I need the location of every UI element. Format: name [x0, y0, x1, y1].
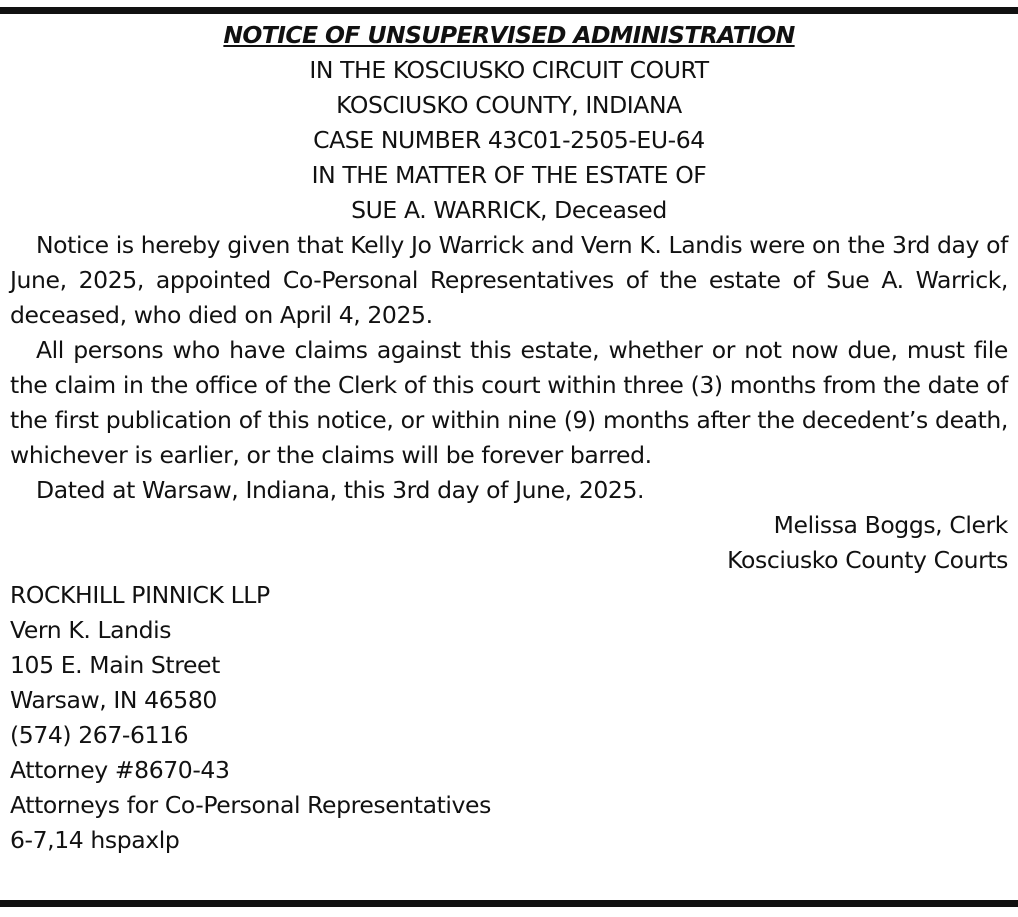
top-rule: [0, 7, 1018, 14]
attorney-firm: ROCKHILL PINNICK LLP: [10, 581, 270, 609]
attorney-name: Vern K. Landis: [10, 616, 172, 644]
court-name: IN THE KOSCIUSKO CIRCUIT COURT: [309, 56, 709, 84]
case-number: CASE NUMBER 43C01-2505-EU-64: [313, 126, 705, 154]
attorney-phone: (574) 267-6116: [10, 721, 189, 749]
clerk-office: Kosciusko County Courts: [727, 546, 1008, 574]
notice-content: [10, 18, 1008, 858]
notice-title: NOTICE OF UNSUPERVISED ADMINISTRATION: [223, 21, 795, 49]
county-name: KOSCIUSKO COUNTY, INDIANA: [336, 91, 682, 119]
attorney-role: Attorneys for Co-Personal Representatives: [10, 791, 491, 819]
decedent-line: SUE A. WARRICK, Deceased: [351, 196, 667, 224]
appointment-paragraph: Notice is hereby given that Kelly Jo Warrick and Vern K. Landis were on the 3rd day of June, 2025, appointed Co-Personal Representatives of the estate of Sue A. Warrick, deceased, who died on April 4, 2025.: [10, 231, 1008, 329]
dated-line: Dated at Warsaw, Indiana, this 3rd day of June, 2025.: [36, 476, 645, 504]
matter-line: IN THE MATTER OF THE ESTATE OF: [311, 161, 707, 189]
claims-paragraph: All persons who have claims against this estate, whether or not now due, must file the claim in the office of the Clerk of this court within three (3) months from the date of the first publication of this notice, or within nine (9) months after the decedent’s death, whichever is earlier, or the claims will be forever barred.: [10, 336, 1008, 469]
attorney-number: Attorney #8670-43: [10, 756, 230, 784]
clerk-name: Melissa Boggs, Clerk: [773, 511, 1008, 539]
publication-code: 6-7,14 hspaxlp: [10, 826, 180, 854]
bottom-rule: [0, 900, 1018, 907]
attorney-city: Warsaw, IN 46580: [10, 686, 217, 714]
attorney-street: 105 E. Main Street: [10, 651, 220, 679]
